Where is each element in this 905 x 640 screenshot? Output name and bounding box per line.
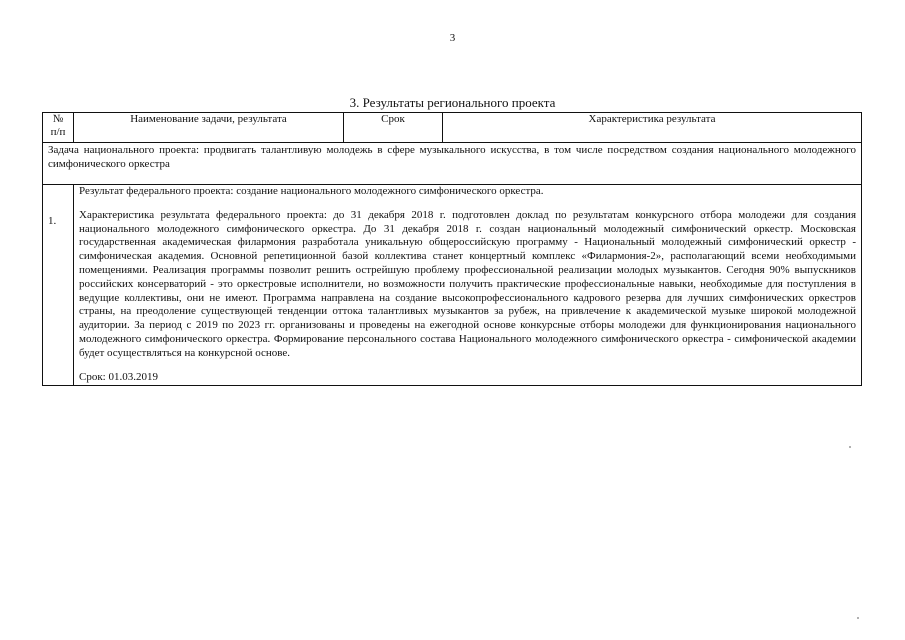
header-term: Срок <box>344 113 443 143</box>
row-number: 1. <box>43 185 74 386</box>
header-characteristic: Характеристика результата <box>443 113 862 143</box>
header-name: Наименование задачи, результата <box>74 113 344 143</box>
row-body <box>74 185 862 386</box>
scan-speck <box>857 617 859 619</box>
page-number: 3 <box>449 32 456 44</box>
federal-characteristic: Характеристика результата федерального проекта: до 31 декабря 2018 г. подготовлен доклад по результатам конкурсного отбора молодежи для создания национального молодежного симфонического оркестра. До 31 декабря 2018 г. создан национальный молодежный симфонический оркестр. Московская государственная академическая филармония разработала уникальную общероссийскую программу - Национальный молодежный симфонический оркестр - симфоническая академия. Основной репетиционной базой коллектива станет концертный комплекс «Филармония-2», располагающий всеми необходимыми помещениями. Реализация программы позволит решить острейшую проблему профессиональной реализации молодых музыкантов. Сегодня 90% выпускников российских консерваторий - это оркестровые исполнители, но возможности получить практические профессиональные навыки, необходимые для поступления в ведущие коллективы, они не имеют. Программа направлена на создание высокопрофессионального кадрового резерва для лучших симфонических оркестров страны, на преодоление существующей тенденции оттока талантливых музыкантов за рубеж, на привлечение к академической музыке широкой молодежной аудитории. За период с 2019 по 2023 гг. организованы и проведены на ежегодной основе конкурсные отборы молодежи для функционирования национального молодежного симфонического оркестра. Формирование персонального состава Национального молодежного симфонического оркестра - симфонической академии будет осуществляться на конкурсной основе. <box>79 208 856 359</box>
results-table <box>42 112 862 386</box>
table-row <box>43 185 862 386</box>
table-header-row <box>43 113 862 143</box>
result-term: Срок: 01.03.2019 <box>79 370 158 383</box>
federal-result: Результат федерального проекта: создание национального молодежного симфонического оркестра. <box>79 185 544 197</box>
section-title: 3. Результаты регионального проекта <box>349 95 556 110</box>
task-row <box>43 143 862 185</box>
national-task: Задача национального проекта: продвигать талантливую молодежь в сфере музыкального искусства, в том числе посредством создания национального молодежного симфонического оркестра <box>43 143 862 185</box>
header-number: № п/п <box>43 113 74 143</box>
scan-speck <box>849 446 851 448</box>
